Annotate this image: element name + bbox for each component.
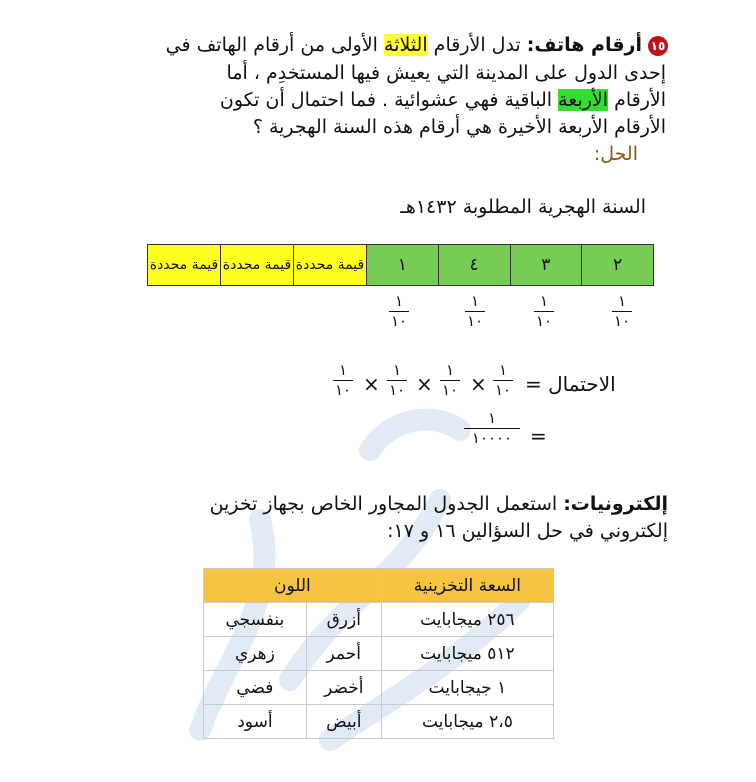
text-segment: تدل الأرقام bbox=[427, 34, 527, 56]
text-segment: الأولى من أرقام الهاتف في bbox=[165, 34, 385, 56]
problem-title: أرقام هاتف: bbox=[526, 34, 642, 56]
text-segment: الأرقام bbox=[608, 89, 666, 111]
electronics-line-1 bbox=[210, 493, 668, 515]
fraction: ١ ١٠ bbox=[441, 361, 459, 399]
electronics-title: إلكترونيات: bbox=[563, 493, 668, 515]
color-cell: فضي bbox=[204, 671, 307, 705]
storage-table bbox=[203, 568, 554, 739]
times-sign: × bbox=[363, 372, 380, 396]
fraction: ١ ١٠ bbox=[334, 361, 352, 399]
times-sign: × bbox=[470, 372, 487, 396]
text-segment: الباقية فهي عشوائية . فما احتمال أن تكون bbox=[219, 89, 559, 111]
color-cell: أسود bbox=[204, 705, 307, 739]
fraction: ١ ١٠ bbox=[466, 292, 484, 330]
problem-line-3 bbox=[220, 89, 666, 111]
color-cell: زهري bbox=[204, 637, 307, 671]
fixed-cell: قيمة محددة bbox=[148, 245, 221, 286]
problem-number-badge: ١٥ bbox=[648, 36, 668, 56]
result-fraction: ١ ١٠٠٠٠ bbox=[464, 410, 520, 447]
solution-label: الحل: bbox=[593, 143, 638, 165]
fraction: ١ ١٠ bbox=[613, 292, 631, 330]
table-row bbox=[204, 705, 554, 739]
fixed-cell: قيمة محددة bbox=[294, 245, 367, 286]
color-cell: أخضر bbox=[306, 671, 381, 705]
digit-cell: ٤ bbox=[438, 245, 510, 286]
times-sign: × bbox=[416, 372, 433, 396]
capacity-cell: ١ جيجابايت bbox=[381, 671, 553, 705]
fraction: ١ ١٠ bbox=[535, 292, 553, 330]
table-row bbox=[204, 671, 554, 705]
color-cell: أحمر bbox=[306, 637, 381, 671]
text-segment: استعمل الجدول المجاور الخاص بجهاز تخزين bbox=[209, 493, 564, 515]
color-cell: بنفسجي bbox=[204, 603, 307, 637]
fraction: ١ ١٠ bbox=[388, 361, 406, 399]
color-cell: أبيض bbox=[306, 705, 381, 739]
probability-label: الاحتمال = bbox=[525, 372, 616, 396]
highlight-three: الثلاثة bbox=[384, 34, 428, 56]
digit-cell: ٢ bbox=[582, 245, 654, 286]
problem-line-1 bbox=[166, 34, 668, 56]
digits-table bbox=[147, 244, 654, 286]
equals-sign: = bbox=[530, 424, 547, 448]
problem-line-4: الأرقام الأربعة الأخيرة هي أرقام هذه السنة الهجرية ؟ bbox=[252, 116, 666, 138]
digit-cell: ١ bbox=[367, 245, 439, 286]
highlight-four: الأربعة bbox=[558, 89, 609, 111]
capacity-cell: ٢،٥ ميجابايت bbox=[381, 705, 553, 739]
capacity-cell: ٢٥٦ ميجابايت bbox=[381, 603, 553, 637]
fraction: ١ ١٠ bbox=[390, 292, 408, 330]
fixed-cell: قيمة محددة bbox=[221, 245, 294, 286]
hijri-year-text: السنة الهجرية المطلوبة ١٤٣٢هـ bbox=[400, 196, 646, 218]
electronics-line-2: إلكتروني في حل السؤالين ١٦ و ١٧: bbox=[387, 520, 668, 542]
digit-cell: ٣ bbox=[510, 245, 582, 286]
header-color: اللون bbox=[204, 569, 382, 603]
problem-line-2: إحدى الدول على المدينة التي يعيش فيها المستخدِم ، أما bbox=[226, 62, 666, 84]
color-cell: أزرق bbox=[306, 603, 381, 637]
capacity-cell: ٥١٢ ميجابايت bbox=[381, 637, 553, 671]
header-capacity: السعة التخزينية bbox=[381, 569, 553, 603]
table-row bbox=[204, 637, 554, 671]
fraction: ١ ١٠ bbox=[494, 361, 512, 399]
table-row bbox=[204, 603, 554, 637]
